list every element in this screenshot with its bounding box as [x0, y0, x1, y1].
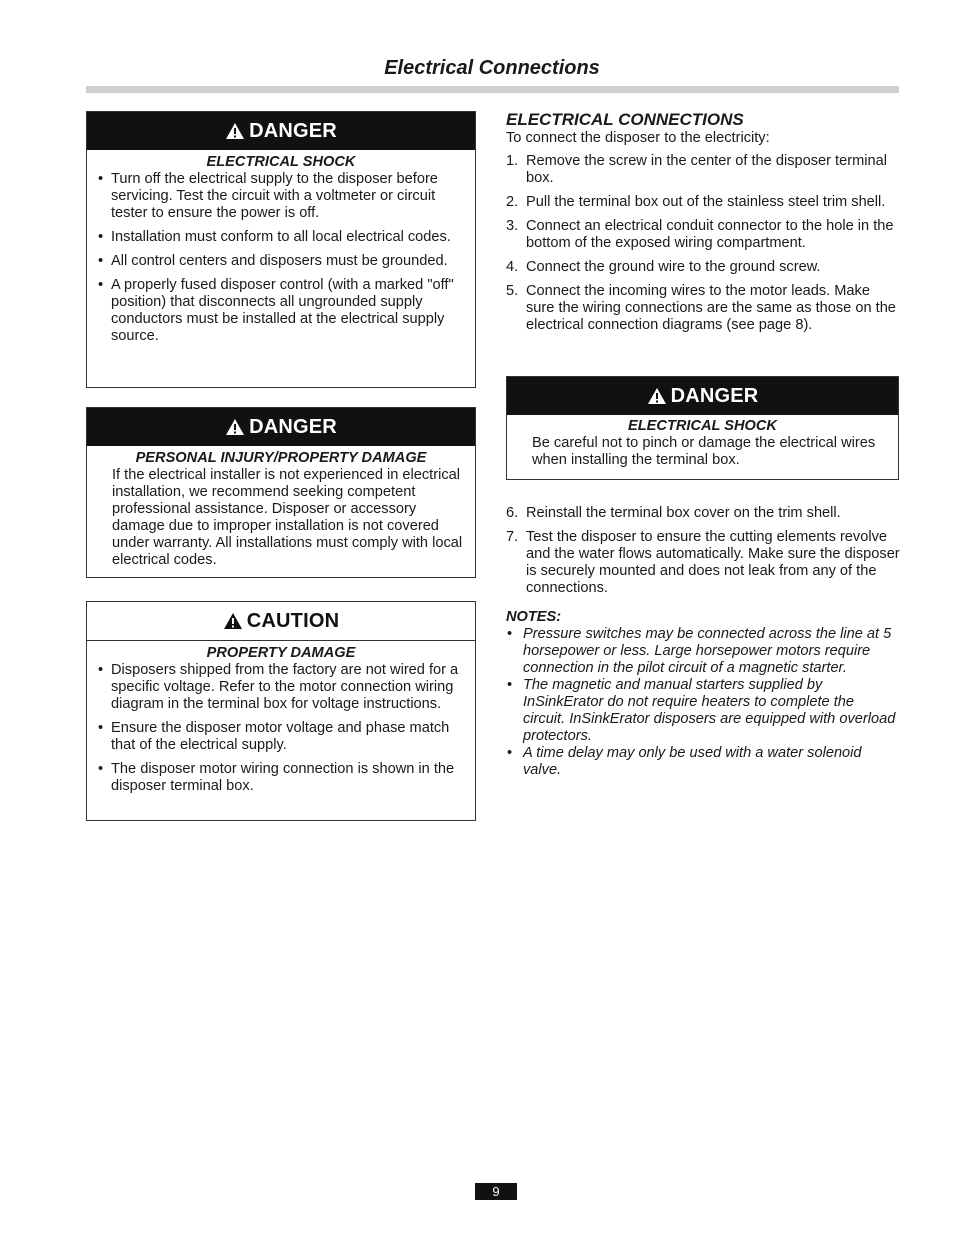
box-subtitle: ELECTRICAL SHOCK: [206, 154, 356, 170]
step-item: 7. Test the disposer to ensure the cutting elements revolve and the water flows automatically. Make sure the disposer is securely mounted and does not leak from any of the connections.: [506, 529, 900, 596]
note-item: • A time delay may only be used with a water solenoid valve.: [506, 745, 900, 779]
page-title: Electrical Connections: [384, 57, 600, 79]
step-item: 1. Remove the screw in the center of the disposer terminal box.: [506, 153, 887, 186]
danger-box-personal-injury: [86, 407, 476, 578]
step-item: 5. Connect the incoming wires to the motor leads. Make sure the wiring connections are the same as those on the electrical connection diagrams (see page 8).: [506, 283, 896, 333]
step-item: 4. Connect the ground wire to the ground screw.: [506, 259, 821, 275]
danger-box-electrical-shock: [86, 111, 476, 388]
list-item: • Disposers shipped from the factory are not wired for a specific voltage. Refer to the motor connection wiring diagram in the terminal box for voltage instructions.: [97, 662, 465, 713]
danger-header: [87, 112, 475, 150]
box-subtitle: PROPERTY DAMAGE: [206, 645, 356, 661]
box-subtitle: ELECTRICAL SHOCK: [628, 418, 777, 434]
caution-header: [87, 602, 475, 641]
section-heading: ELECTRICAL CONNECTIONS: [506, 110, 744, 129]
warning-triangle-icon: [647, 387, 667, 405]
danger-header: [507, 377, 898, 415]
connection-steps-section: [506, 110, 900, 341]
danger-header: [87, 408, 475, 446]
section-intro: To connect the disposer to the electricity:: [506, 130, 770, 146]
list-item: • A properly fused disposer control (with a marked "off" position) that disconnects all ungrounded supply conductors must be installed at the electrical supply source.: [97, 277, 465, 345]
danger-header-label: DANGER: [670, 384, 759, 407]
connection-steps-continued: [506, 505, 900, 779]
danger-box-terminal-wires: [506, 376, 899, 480]
notes-title: NOTES:: [506, 609, 562, 625]
box-subtitle: PERSONAL INJURY/PROPERTY DAMAGE: [135, 450, 427, 466]
warning-triangle-icon: [223, 612, 243, 630]
page-number: 9: [475, 1183, 517, 1200]
step-item: 6. Reinstall the terminal box cover on the trim shell.: [506, 505, 841, 521]
caution-box-property-damage: [86, 601, 476, 821]
list-item: • Turn off the electrical supply to the disposer before servicing. Test the circuit with a voltmeter or circuit tester to ensure the power is off.: [97, 171, 465, 222]
warning-triangle-icon: [225, 418, 245, 436]
danger-header-label: DANGER: [249, 415, 337, 438]
note-item: • The magnetic and manual starters supplied by InSinkErator do not require heaters to complete the circuit. InSinkErator disposers are equipped with overload protectors.: [506, 677, 900, 745]
title-rule: [86, 86, 899, 93]
list-item: • The disposer motor wiring connection is shown in the disposer terminal box.: [97, 761, 465, 795]
list-item: • Installation must conform to all local electrical codes.: [97, 229, 465, 246]
danger-header-label: DANGER: [249, 119, 337, 142]
step-item: 3. Connect an electrical conduit connector to the hole in the bottom of the exposed wiring compartment.: [506, 218, 894, 251]
caution-header-label: CAUTION: [246, 609, 340, 632]
note-item: • Pressure switches may be connected across the line at 5 horsepower or less. Large horsepower motors require connection in the pilot circuit of a magnetic starter.: [506, 626, 900, 677]
box-paragraph: If the electrical installer is not experienced in electrical installation, we recommend seeking competent professional assistance. Disposer or accessory damage due to improper installation is not covered under warranty. All installations must comply with local electrical codes.: [112, 467, 463, 568]
box-paragraph: Be careful not to pinch or damage the electrical wires when installing the terminal box.: [532, 435, 876, 468]
list-item: • Ensure the disposer motor voltage and phase match that of the electrical supply.: [97, 720, 465, 754]
list-item: • All control centers and disposers must be grounded.: [97, 253, 465, 270]
step-item: 2. Pull the terminal box out of the stainless steel trim shell.: [506, 194, 886, 210]
warning-triangle-icon: [225, 122, 245, 140]
